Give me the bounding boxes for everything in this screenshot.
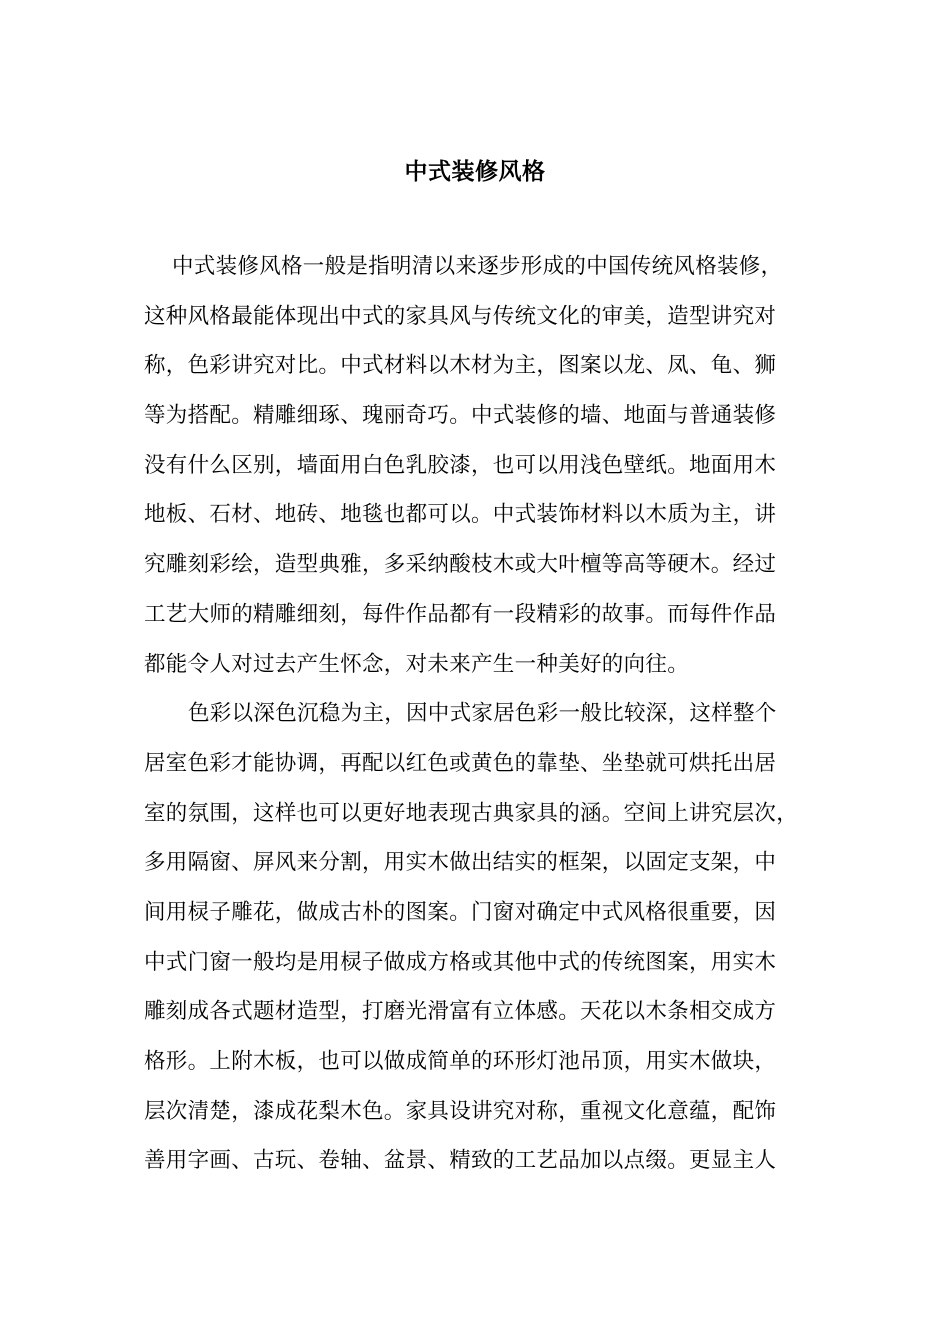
paragraph-1-line-5: 没有什么区别，墙面用白色乳胶漆，也可以用浅色壁纸。地面用木	[144, 452, 777, 478]
paragraph-1-line-7: 究雕刻彩绘，造型典雅，多采纳酸枝木或大叶檀等高等硬木。经过	[144, 552, 777, 578]
paragraph-2-line-10: 善用字画、古玩、卷轴、盆景、精致的工艺品加以点缀。更显主人	[144, 1148, 777, 1174]
document-title: 中式装修风格	[404, 159, 546, 185]
paragraph-2-line-9: 层次清楚，漆成花梨木色。家具设讲究对称，重视文化意蕴，配饰	[144, 1098, 777, 1124]
document-body	[144, 242, 814, 1186]
paragraph-2-line-4: 多用隔窗、屏风来分割，用实木做出结实的框架，以固定支架，中	[144, 850, 777, 876]
paragraph-2-line-3: 室的氛围，这样也可以更好地表现古典家具的涵。空间上讲究层次，	[144, 800, 799, 826]
paragraph-1-line-1: 中式装修风格一般是指明清以来逐步形成的中国传统风格装修，	[172, 254, 783, 279]
paragraph-2-line-2: 居室色彩才能协调，再配以红色或黄色的靠垫、坐垫就可烘托出居	[144, 750, 777, 776]
paragraph-1-line-6: 地板、石材、地砖、地毯也都可以。中式装饰材料以木质为主，讲	[144, 502, 777, 528]
paragraph-2-line-1: 色彩以深色沉稳为主，因中式家居色彩一般比较深，这样整个	[188, 701, 777, 727]
paragraph-2-line-5: 间用棂子雕花，做成古朴的图案。门窗对确定中式风格很重要，因	[144, 899, 777, 925]
paragraph-1-line-2: 这种风格最能体现出中式的家具风与传统文化的审美，造型讲究对	[144, 303, 777, 329]
paragraph-2-line-8: 格形。上附木板，也可以做成简单的环形灯池吊顶，用实木做块，	[144, 1049, 777, 1074]
paragraph-1-line-8: 工艺大师的精雕细刻，每件作品都有一段精彩的故事。而每件作品	[144, 601, 777, 627]
paragraph-2-line-7: 雕刻成各式题材造型，打磨光滑富有立体感。天花以木条相交成方	[144, 999, 777, 1025]
paragraph-1-line-3: 称，色彩讲究对比。中式材料以木材为主，图案以龙、凤、龟、狮	[144, 353, 777, 379]
paragraph-2-line-6: 中式门窗一般均是用棂子做成方格或其他中式的传统图案，用实木	[144, 949, 777, 975]
paragraph-1-line-4: 等为搭配。精雕细琢、瑰丽奇巧。中式装修的墙、地面与普通装修	[144, 403, 777, 429]
paragraph-1-line-9: 都能令人对过去产生怀念，对未来产生一种美好的向往。	[144, 651, 690, 677]
